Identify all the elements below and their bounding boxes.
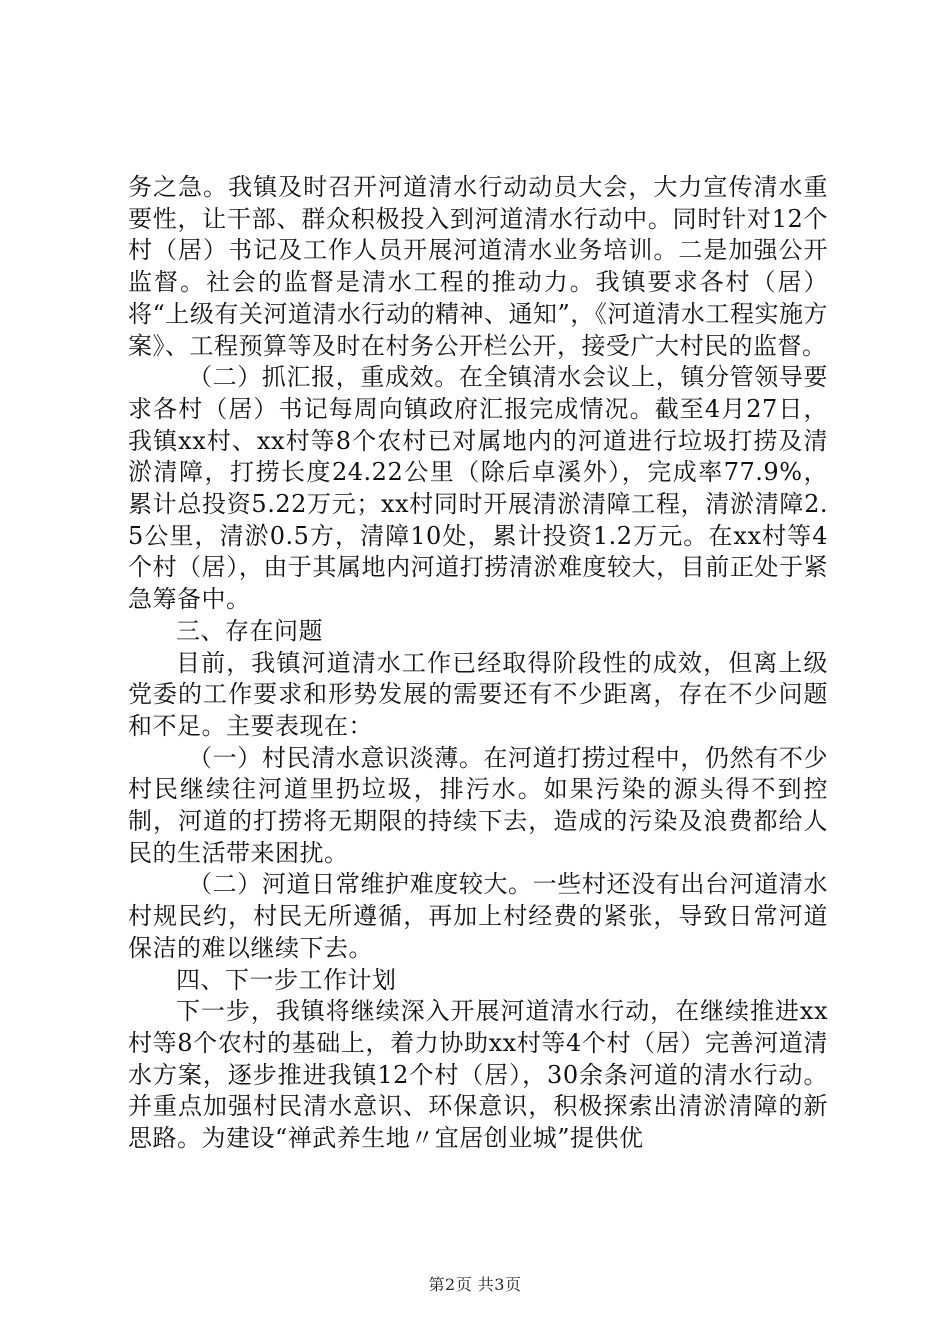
paragraph-next-steps: 下一步，我镇将继续深入开展河道清水行动，在继续推进xx村等8个农村的基础上，着力协助xx村等4个村（居）完善河道清水方案，逐步推进我镇12个村（居），30余条河道的清水行动。并重点加强村民清水意识、环保意识，积极探索出清淤清障的新思路。为建设“禅武养生地〃宜居创业城”提供优 <box>128 997 828 1153</box>
paragraph-continuation: 务之急。我镇及时召开河道清水行动动员大会，大力宣传清水重要性，让干部、群众积极投入到河道清水行动中。同时针对12个村（居）书记及工作人员开展河道清水业务培训。二是加强公开监督。社会的监督是清水工程的推动力。我镇要求各村（居）将“上级有关河道清水行动的精神、通知”，《河道清水工程实施方案》、工程预算等及时在村务公开栏公开，接受广大村民的监督。 <box>128 173 828 360</box>
paragraph-problem-maintenance: （二）河道日常维护难度较大。一些村还没有出台河道清水村规民约，村民无所遵循，再加上村经费的紧张，导致日常河道保洁的难以继续下去。 <box>128 870 828 962</box>
section-heading-next-steps: 四、下一步工作计划 <box>176 965 397 994</box>
document-body <box>128 172 828 1155</box>
paragraph-problems-intro: 目前，我镇河道清水工作已经取得阶段性的成效，但离上级党委的工作要求和形势发展的需要还有不少距离，存在不少问题和不足。主要表现在： <box>128 648 828 740</box>
paragraph-report-results: （二）抓汇报，重成效。在全镇清水会议上，镇分管领导要求各村（居）书记每周向镇政府汇报完成情况。截至4月27日，我镇xx村、xx村等8个农村已对属地内的河道进行垃圾打捞及清淤清障，打捞长度24.22公里（除后卓溪外），完成率77.9%，累计总投资5.22万元；xx村同时开展清淤清障工程，清淤清障2.5公里，清淤0.5方，清障10处，累计投资1.2万元。在xx村等4个村（居），由于其属地内河道打捞清淤难度较大，目前正处于紧急筹备中。 <box>128 363 828 614</box>
paragraph-problem-awareness: （一）村民清水意识淡薄。在河道打捞过程中，仍然有不少村民继续往河道里扔垃圾，排污水。如果污染的源头得不到控制，河道的打捞将无期限的持续下去，造成的污染及浪费都给人民的生活带来困扰。 <box>128 743 828 867</box>
section-heading-problems: 三、存在问题 <box>176 616 323 645</box>
page-footer: 第2页 共3页 <box>428 1275 522 1294</box>
